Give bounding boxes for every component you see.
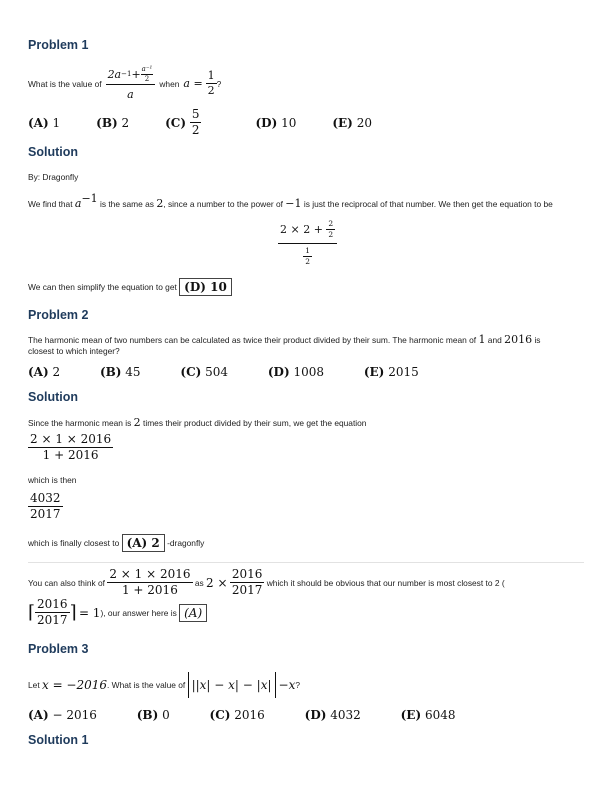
q3-end: ? <box>295 680 301 690</box>
q-when: when <box>159 78 180 89</box>
problem-1-question <box>28 66 221 101</box>
problem-1-choices <box>28 108 408 137</box>
choice-e: (E) 2015 <box>363 365 419 379</box>
simplify-text: We can then simplify the equation to get <box>28 282 177 292</box>
choice-c-fraction: $\frac{5}{2}$ <box>191 107 200 138</box>
choice-a: (A) 1 <box>28 115 61 130</box>
sol2-two: 2 <box>133 416 141 429</box>
sol-text-d: is just the reciprocal of that number. We then get the equation to be <box>303 199 553 209</box>
problem-3-solution-heading: Solution 1 <box>28 733 89 747</box>
q3-x-eq: x = −2016 <box>41 678 108 692</box>
which-is-then: which is then <box>28 475 77 485</box>
choice-b: (B) 45 <box>99 365 141 379</box>
ceil-right: ⌉ <box>69 601 77 623</box>
problem-3-heading: Problem 3 <box>28 642 89 656</box>
alt-text-c: ), our answer here is <box>100 607 177 618</box>
q-num-a: 2a <box>107 67 122 81</box>
problem-3-question <box>28 672 300 698</box>
alt-answer-box: (A) <box>179 604 207 622</box>
problem-2-solution-heading: Solution <box>28 390 78 404</box>
alt-solution-line-2 <box>28 598 207 627</box>
q-num-exp: −1 <box>121 69 132 78</box>
equation-fraction <box>278 220 337 266</box>
solution-2-equation-2 <box>28 492 63 521</box>
solution-1-paragraph <box>28 192 553 210</box>
q3-expression <box>188 672 296 698</box>
sol-neg-one: −1 <box>285 197 302 210</box>
alt-fraction: $\frac{2 \times 1 \times 2016}{1 + 2016}$ <box>109 567 191 598</box>
abs-bar-left <box>188 672 189 698</box>
q3-minus-x: −x <box>278 678 296 692</box>
sol-text-a: We find that <box>28 199 73 209</box>
solution-author: By: Dragonfly <box>28 172 79 182</box>
solution-2-intro <box>28 416 366 429</box>
choice-d: (D) 10 <box>255 115 297 130</box>
q-end: ? <box>216 78 222 89</box>
q2-is: is <box>534 335 541 345</box>
choice-c: (C) $\frac{5}{2}$ <box>165 108 237 137</box>
choice-d: (D) 1008 <box>267 365 325 379</box>
abs-bar-right <box>275 672 276 698</box>
solution-1-equation <box>278 220 337 266</box>
q3-expr: ||x| − x| − |x| <box>191 678 272 692</box>
solution-1-final <box>28 278 232 296</box>
q2-one: 1 <box>478 333 486 346</box>
divider <box>28 562 584 563</box>
q3-mid: . What is the value of <box>107 680 186 690</box>
q-val-num: 1 <box>206 70 217 84</box>
signoff: -dragonfly <box>167 538 205 548</box>
q-value-fraction <box>206 70 217 97</box>
choice-a: (A) 2 <box>28 365 61 379</box>
sol2-text-a: Since the harmonic mean is <box>28 418 132 428</box>
alt-solution-line-1 <box>28 568 505 597</box>
sol-text-c: , since a number to the power of <box>163 199 283 209</box>
q-num-plus: + <box>131 67 141 81</box>
alt-two-times: 2 × <box>206 575 228 590</box>
q-expression-fraction <box>106 66 156 101</box>
alt-fraction-2: $\frac{2016}{2017}$ <box>231 567 263 598</box>
choice-c: (C) 2016 <box>209 708 265 722</box>
q-a-eq: a = <box>183 77 203 91</box>
q-inner-num: a⁻¹ <box>141 65 153 73</box>
q2-text-a: The harmonic mean of two numbers can be calculated as twice their product divided by their sum. The harmonic mean of <box>28 335 477 345</box>
q-inner-fraction <box>141 66 154 83</box>
eq-num: 2 × 2 + <box>280 222 323 236</box>
solution-2-final <box>28 534 204 552</box>
q-val-den: 2 <box>207 84 215 98</box>
choice-a: (A) − 2016 <box>28 708 97 722</box>
ceil-fraction: $\frac{2016}{2017}$ <box>37 597 68 628</box>
solution-2-equation-1 <box>28 433 113 462</box>
problem-1-heading: Problem 1 <box>28 38 89 52</box>
alt-as: as <box>194 577 204 588</box>
sol-var-a: a <box>74 197 82 210</box>
sol-two: 2 <box>156 197 164 210</box>
problem-2-question <box>28 334 541 357</box>
q-den: a <box>127 88 134 102</box>
choice-d: (D) 4032 <box>304 708 361 722</box>
q2-2016: 2016 <box>504 333 533 346</box>
q2-text-b: closest to which integer? <box>28 346 120 356</box>
alt-text-b: which it should be obvious that our number is most closest to 2 ( <box>266 577 505 588</box>
ceil-left: ⌈ <box>28 601 36 623</box>
problem-2-choices <box>28 365 455 379</box>
q2-and: and <box>487 335 502 345</box>
problem-1-solution-heading: Solution <box>28 145 78 159</box>
sol-text-b: is the same as <box>99 199 154 209</box>
eq-small-fraction: $\frac{2}{2}$ <box>328 219 334 240</box>
answer-box: (D) 10 <box>179 278 232 296</box>
choice-b: (B) 2 <box>96 115 130 130</box>
eq-den-fraction: $\frac{1}{2}$ <box>305 245 310 266</box>
alt-text-a: You can also think of <box>28 577 105 588</box>
choice-c: (C) 504 <box>180 365 229 379</box>
choice-e: (E) 6048 <box>400 708 456 722</box>
problem-3-choices <box>28 708 492 722</box>
q3-let: Let <box>28 680 40 690</box>
closest-text: which is finally closest to <box>28 538 120 548</box>
answer-box: (A) 2 <box>122 534 165 552</box>
sol-var-exp: −1 <box>81 192 98 205</box>
choice-e: (E) 20 <box>332 115 372 130</box>
problem-2-heading: Problem 2 <box>28 308 89 322</box>
eq2-fraction: $\frac{4032}{2017}$ <box>30 491 61 522</box>
alt-eq-1: = 1 <box>78 605 101 620</box>
q-pre: What is the value of <box>28 78 102 89</box>
choice-b: (B) 0 <box>136 708 170 722</box>
sol2-text-b: times their product divided by their sum, we get the equation <box>143 418 367 428</box>
q-inner-den: 2 <box>144 74 150 83</box>
eq1-fraction: $\frac{2 \times 1 \times 2016}{1 + 2016}$ <box>30 432 112 463</box>
